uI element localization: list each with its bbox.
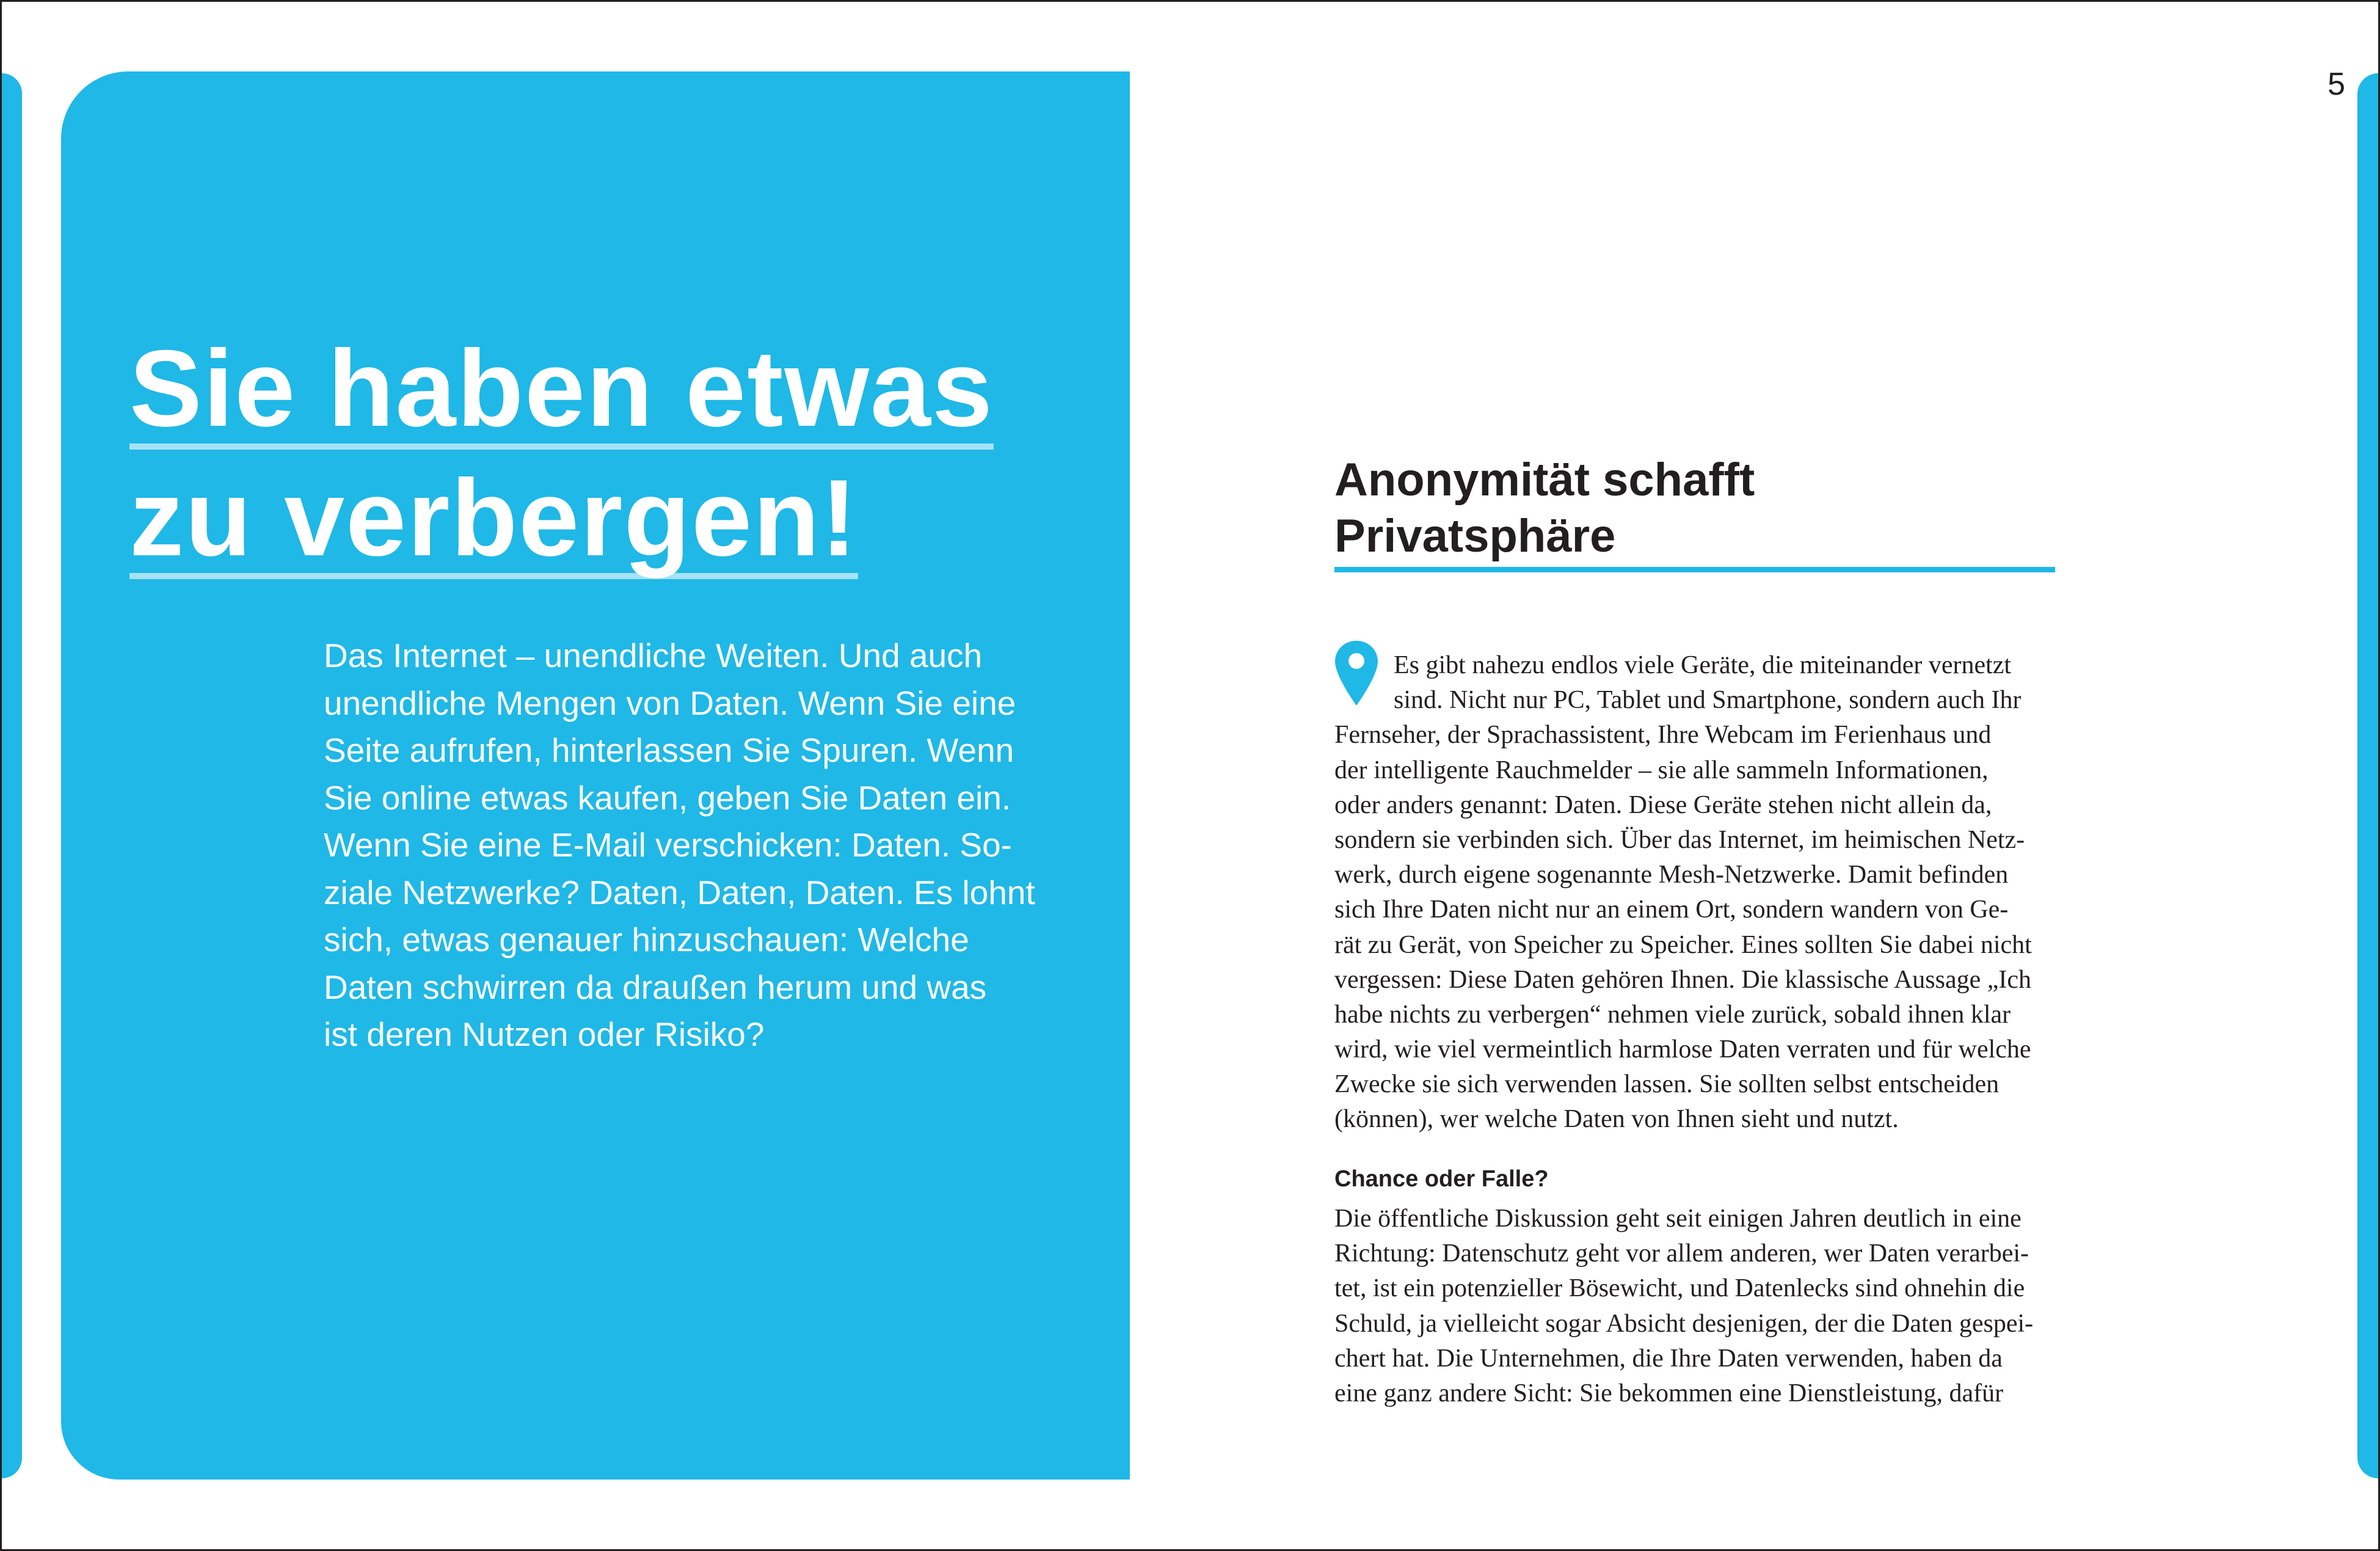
body-line: sondern sie verbinden sich. Über das Internet, im heimischen Netz- (1334, 825, 2025, 854)
body-line: sind. Nicht nur PC, Tablet und Smartphone, sondern auch Ihr (1394, 686, 2022, 715)
body-line: habe nichts zu verbergen“ nehmen viele zurück, sobald ihnen klar (1334, 1000, 2011, 1029)
body-line: der intelligente Rauchmelder – sie alle sammeln Informationen, (1334, 756, 1989, 784)
chapter-headline (129, 324, 1107, 583)
page-number: 5 (2327, 67, 2345, 102)
intro-line: Daten schwirren da draußen herum und was (324, 968, 987, 1006)
body-line: vergessen: Diese Daten gehören Ihnen. Die klassische Aussage „Ich (1334, 965, 2032, 994)
body-line: Die öffentliche Diskussion geht seit einigen Jahren deutlich in eine (1334, 1205, 2022, 1233)
body-line: (können), wer welche Daten von Ihnen sieht und nutzt. (1334, 1105, 1899, 1134)
body-line: tet, ist ein potenzieller Bösewicht, und Datenlecks sind ohnehin die (1334, 1274, 2025, 1303)
body-line: Richtung: Datenschutz geht vor allem anderen, wer Daten verarbei- (1334, 1239, 2029, 1268)
right-edge-tab (2357, 73, 2378, 1478)
body-line: werk, durch eigene sogenannte Mesh-Netzwerke. Damit befinden (1334, 861, 2009, 889)
subheading: Chance oder Falle? (1334, 1166, 1549, 1192)
section-title-line-2: Privatsphäre (1334, 510, 1616, 562)
intro-line: unendliche Mengen von Daten. Wenn Sie eine (324, 684, 1016, 722)
intro-line: Sie online etwas kaufen, geben Sie Daten ein. (324, 778, 1011, 817)
section-body (1334, 648, 2058, 1137)
body-line: Es gibt nahezu endlos viele Geräte, die miteinander vernetzt (1394, 651, 2012, 679)
body-line: sich Ihre Daten nicht nur an einem Ort, sondern wandern von Ge- (1334, 896, 2009, 924)
section-title-line-1: Anonymität schafft (1334, 454, 1755, 506)
left-edge-tab (2, 73, 22, 1478)
intro-line: sich, etwas genauer hinzuschauen: Welche (324, 921, 969, 958)
intro-line: Seite aufrufen, hinterlassen Sie Spuren. Wenn (324, 731, 1014, 769)
intro-paragraph (324, 632, 1081, 1059)
headline-line-1: Sie haben etwas (129, 327, 994, 449)
body-line: rät zu Gerät, von Speicher zu Speicher. Eines sollten Sie dabei nicht (1334, 930, 2032, 959)
body-line: chert hat. Die Unternehmen, die Ihre Daten verwenden, haben da (1334, 1344, 2003, 1373)
intro-line: ziale Netzwerke? Daten, Daten, Daten. Es lohnt (324, 873, 1035, 911)
body-line: Zwecke sie sich verwenden lassen. Sie sollten selbst entscheiden (1334, 1070, 2000, 1099)
section-title (1334, 452, 2055, 564)
intro-line: Das Internet – unendliche Weiten. Und auch (324, 637, 983, 674)
body-line: eine ganz andere Sicht: Sie bekommen eine Dienstleistung, dafür (1334, 1379, 2004, 1407)
intro-line: ist deren Nutzen oder Risiko? (324, 1015, 765, 1053)
intro-line: Wenn Sie eine E-Mail verschicken: Daten. So- (324, 826, 1012, 864)
body-line: Schuld, ja vielleicht sogar Absicht desjenigen, der die Daten gespei- (1334, 1309, 2034, 1338)
headline-line-2: zu verbergen! (129, 457, 859, 578)
body-line: oder anders genannt: Daten. Diese Geräte stehen nicht allein da, (1334, 790, 1992, 819)
section-title-rule (1334, 567, 2055, 572)
section-body-2 (1334, 1202, 2058, 1411)
body-line: wird, wie viel vermeintlich harmlose Daten verraten und für welche (1334, 1035, 2031, 1064)
body-line: Fernseher, der Sprachassistent, Ihre Webcam im Ferienhaus und (1334, 721, 1992, 750)
